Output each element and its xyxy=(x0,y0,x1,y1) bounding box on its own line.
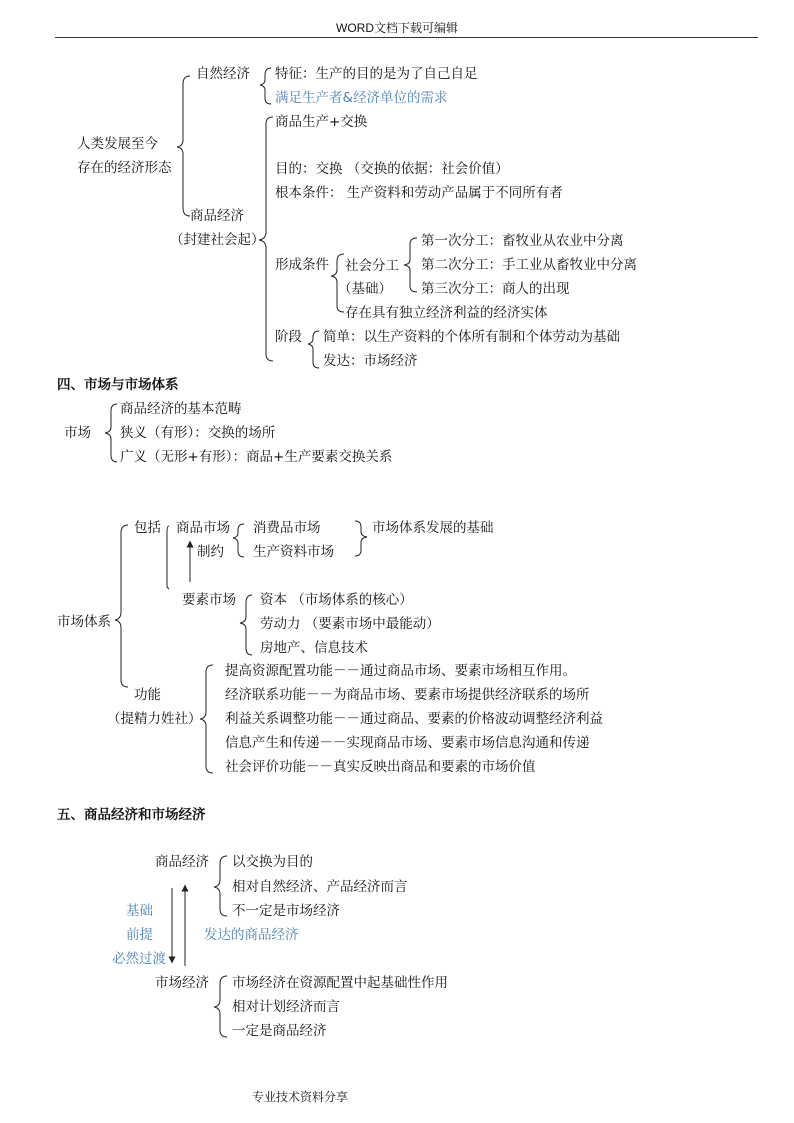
brace-natural xyxy=(260,68,271,104)
market-system-root: 市场体系 xyxy=(57,614,111,630)
function-label: 功能 xyxy=(134,687,161,703)
natural-economy: 自然经济 xyxy=(196,66,250,82)
stage-label: 阶段 xyxy=(275,329,302,345)
social-division-basis: （基础） xyxy=(338,281,392,297)
factor-market: 要素市场 xyxy=(182,592,236,608)
market-trait-3: 一定是商品经济 xyxy=(232,1023,327,1039)
market-economy-5: 市场经济 xyxy=(155,975,209,991)
brace-basis xyxy=(355,521,367,556)
natural-feature: 特征：生产的目的是为了自己自足 xyxy=(275,66,478,82)
market-trait-2: 相对计划经济而言 xyxy=(232,999,340,1015)
include-label: 包括 xyxy=(134,520,161,536)
commodity-economy-5: 商品经济 xyxy=(155,854,209,870)
factor-estate: 房地产、信息技术 xyxy=(260,640,368,656)
brace-market xyxy=(105,404,117,462)
function-1: 提高资源配置功能－－通过商品市场、要素市场相互作用。 xyxy=(225,663,576,679)
market-def-1: 商品经济的基本范畴 xyxy=(120,401,242,417)
function-2: 经济联系功能－－为商品市场、要素市场提供经济联系的场所 xyxy=(225,687,590,703)
factor-labor: 劳动力 （要素市场中最能动） xyxy=(260,616,440,632)
brace-stage xyxy=(308,331,319,368)
market-def-3: 广义（无形+有形）：商品+生产要素交换关系 xyxy=(120,449,393,465)
function-4: 信息产生和传递－－实现商品市场、要素市场信息沟通和传递 xyxy=(225,735,590,751)
brace-economy-forms xyxy=(177,76,190,216)
formation-condition: 形成条件 xyxy=(275,257,329,273)
brace-divisions xyxy=(404,238,417,292)
commodity-economy: 商品经济 xyxy=(190,208,244,224)
commodity-trait-3: 不一定是市场经济 xyxy=(232,903,340,919)
basis-label: 基础 xyxy=(126,903,153,919)
system-basis: 市场体系发展的基础 xyxy=(372,520,494,536)
brace-factor xyxy=(240,595,252,655)
section4-heading: 四、市场与市场体系 xyxy=(57,377,179,393)
division-second: 第二次分工：手工业从畜牧业中分离 xyxy=(421,257,637,273)
commodity-trait-1: 以交换为目的 xyxy=(232,854,313,870)
page-header: WORD文档下载可编辑 xyxy=(336,21,458,35)
natural-meet: 满足生产者&经济单位的需求 xyxy=(275,90,448,106)
brace-include xyxy=(167,526,169,589)
means-market: 生产资料市场 xyxy=(253,544,334,560)
market-label: 市场 xyxy=(64,425,91,441)
commodity-purpose: 目的：交换 （交换的依据：社会价值） xyxy=(275,161,509,177)
independent-entity: 存在具有独立经济利益的经济实体 xyxy=(345,305,548,321)
function-note: （提精力姓社） xyxy=(107,711,202,727)
function-5: 社会评价功能－－真实反映出商品和要素的市场价值 xyxy=(225,759,536,775)
goods-market: 商品市场 xyxy=(176,520,230,536)
commodity-note: （封建社会起） xyxy=(170,232,265,248)
root-label-line1: 人类发展至今 xyxy=(77,136,158,152)
brace-market-system xyxy=(115,525,128,687)
brace-goods xyxy=(233,524,244,557)
factor-capital: 资本 （市场体系的核心） xyxy=(260,592,413,608)
premise-label: 前提 xyxy=(126,927,153,943)
developed-commodity-label: 发达的商品经济 xyxy=(204,927,299,943)
root-label-line2: 存在的经济形态 xyxy=(77,160,172,176)
market-def-2: 狭义（有形）：交换的场所 xyxy=(120,425,276,441)
function-3: 利益关系调整功能－－通过商品、要素的价格波动调整经济利益 xyxy=(225,711,603,727)
constraint-label: 制约 xyxy=(197,544,224,560)
division-first: 第一次分工：畜牧业从农业中分离 xyxy=(421,233,624,249)
market-trait-1: 市场经济在资源配置中起基础性作用 xyxy=(232,975,448,991)
stage-simple: 简单：以生产资料的个体所有制和个体劳动为基础 xyxy=(323,329,620,345)
section5-heading: 五、商品经济和市场经济 xyxy=(57,807,206,823)
commodity-condition: 根本条件： 生产资料和劳动产品属于不同所有者 xyxy=(275,185,563,201)
consumer-market: 消费品市场 xyxy=(253,520,321,536)
brace-market-5 xyxy=(214,976,227,1037)
stage-developed: 发达：市场经济 xyxy=(323,353,418,369)
social-division: 社会分工 xyxy=(345,258,399,274)
division-third: 第三次分工：商人的出现 xyxy=(421,281,570,297)
commodity-production: 商品生产+交换 xyxy=(275,114,368,130)
page-footer: 专业技术资料分享 xyxy=(251,1090,348,1104)
transition-label: 必然过渡 xyxy=(112,951,166,967)
brace-commodity-5 xyxy=(214,856,227,916)
commodity-trait-2: 相对自然经济、产品经济而言 xyxy=(232,879,408,895)
